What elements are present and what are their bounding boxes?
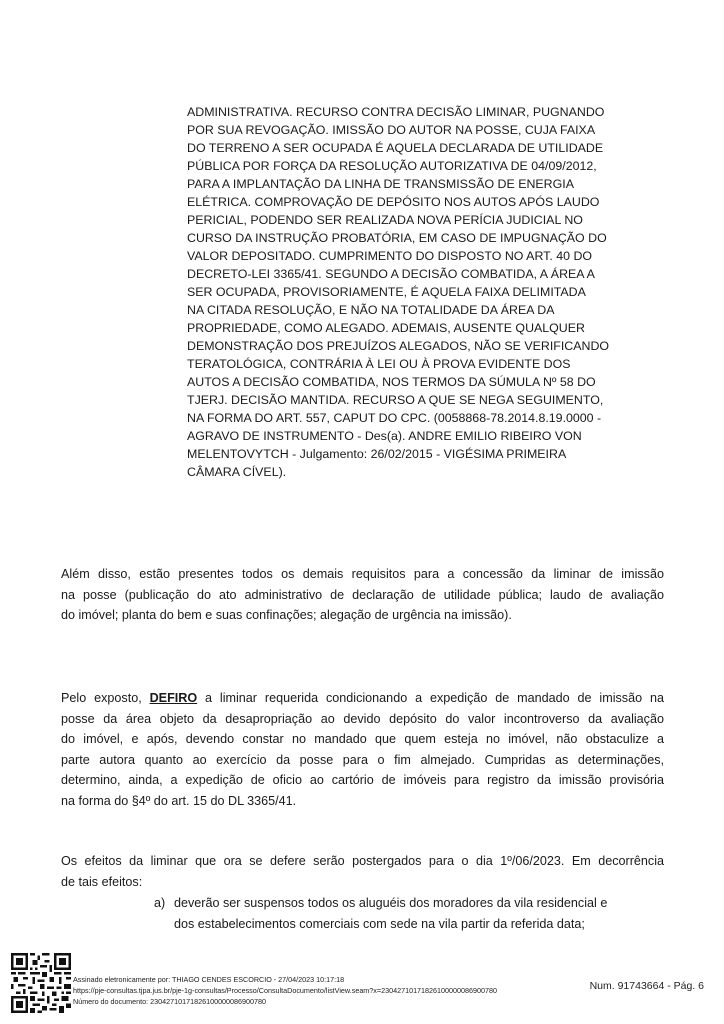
- quote-line: DECRETO-LEI 3365/41. SEGUNDO A DECISÃO COMBATIDA, A ÁREA A: [187, 267, 595, 281]
- quote-line: CÂMARA CÍVEL).: [187, 465, 287, 479]
- quote-line: TJERJ. DECISÃO MANTIDA. RECURSO A QUE SE NEGA SEGUIMENTO,: [187, 393, 604, 407]
- jurisprudence-quote: [187, 103, 610, 481]
- quote-line: POR SUA REVOGAÇÃO. IMISSÃO DO AUTOR NA POSSE, CUJA FAIXA: [187, 123, 596, 137]
- quote-line: NA CITADA RESOLUÇÃO, E NÃO NA TOTALIDADE DA ÁREA DA: [187, 303, 555, 317]
- paragraph-decision: [61, 688, 664, 812]
- quote-line: TERATOLÓGICA, CONTRÁRIA À LEI OU À PROVA EVIDENTE DOS: [187, 357, 571, 371]
- paragraph-line: [61, 688, 664, 709]
- quote-line: SER OCUPADA, PROVISORIAMENTE, É AQUELA FAIXA DELIMITADA: [187, 285, 586, 299]
- paragraph-line: na forma do §4º do art. 15 do DL 3365/41.: [61, 793, 297, 808]
- paragraph-line: parte autora quanto ao exercício da posse para o fim almejado. Cumpridas as determinações,: [61, 752, 664, 767]
- list-item-a: [154, 893, 608, 934]
- quote-line: PERICIAL, PODENDO SER REALIZADA NOVA PERÍCIA JUDICIAL NO: [187, 213, 583, 227]
- decision-prefix: Pelo exposto,: [61, 691, 150, 705]
- quote-line: ELÉTRICA. COMPROVAÇÃO DE DEPÓSITO NOS AUTOS APÓS LAUDO: [187, 195, 600, 209]
- quote-line: CURSO DA INSTRUÇÃO PROBATÓRIA, EM CASO DE IMPUGNAÇÃO DO: [187, 231, 607, 245]
- paragraph-line: posse da área objeto da desapropriação ao devido depósito do valor incontroverso da avaliação: [61, 711, 664, 726]
- list-item-line: deverão ser suspensos todos os aluguéis dos moradores da vila residencial e: [174, 896, 608, 910]
- list-marker: a): [154, 896, 166, 910]
- paragraph-line: determino, ainda, a expedição de oficio ao cartório de imóveis para registro da imissão provisória: [61, 773, 664, 788]
- paragraph-line: Os efeitos da liminar que ora se defere serão postergados para o dia 1º/06/2023. Em decorrência: [61, 854, 664, 868]
- paragraph-line: do imóvel; planta do bem e suas confinações; alegação de urgência na imissão).: [61, 608, 512, 623]
- decision-suffix: a liminar requerida condicionando a expedição de mandado de imissão na: [197, 691, 664, 705]
- paragraph-effects: [61, 851, 664, 892]
- quote-line: MELENTOVYTCH - Julgamento: 26/02/2015 - VIGÉSIMA PRIMEIRA: [187, 447, 567, 461]
- quote-line: PARA A IMPLANTAÇÃO DA LINHA DE TRANSMISSÃO DE ENERGIA: [187, 177, 574, 191]
- quote-line: DO TERRENO A SER OCUPADA É AQUELA DECLARADA DE UTILIDADE: [187, 141, 604, 155]
- quote-line: VALOR DEPOSITADO. CUMPRIMENTO DO DISPOSTO NO ART. 40 DO: [187, 249, 593, 263]
- quote-line: AUTOS A DECISÃO COMBATIDA, NOS TERMOS DA SÚMULA Nº 58 DO: [187, 375, 596, 389]
- list-item-line: dos estabelecimentos comerciais com sede na vila partir da referida data;: [174, 916, 585, 931]
- quote-line: PÚBLICA POR FORÇA DA RESOLUÇÃO AUTORIZATIVA DE 04/09/2012,: [187, 159, 597, 173]
- paragraph-line: de tais efeitos:: [61, 874, 143, 889]
- qr-code-icon[interactable]: [11, 953, 71, 1013]
- defiro-keyword: DEFIRO: [149, 691, 198, 705]
- quote-line: PROPRIEDADE, COMO ALEGADO. ADEMAIS, AUSENTE QUALQUER: [187, 321, 585, 335]
- document-number-text: Número do documento: 23042710171826100000086900780: [73, 997, 267, 1006]
- paragraph-line: do imóvel, e após, devendo constar no mandado que quem esteja no imóvel, não obstaculize a: [61, 732, 664, 747]
- paragraph-line: na posse (publicação do ato administrativo de declaração de utilidade pública; laudo de avaliação: [61, 587, 664, 602]
- page-number: Num. 91743664 - Pág. 6: [589, 980, 704, 992]
- signed-by-text: Assinado eletronicamente por: THIAGO CENDES ESCORCIO - 27/04/2023 10:17:18: [73, 975, 345, 984]
- quote-line: DEMONSTRAÇÃO DOS PREJUÍZOS ALEGADOS, NÃO SE VERIFICANDO: [187, 339, 610, 353]
- signature-block: [73, 974, 497, 1007]
- document-url-link[interactable]: https://pje-consultas.tjpa.jus.br/pje-1g-consultas/Processo/ConsultaDocumento/listView.seam?x=23042710171826100000086900780: [73, 986, 498, 995]
- quote-line: ADMINISTRATIVA. RECURSO CONTRA DECISÃO LIMINAR, PUGNANDO: [187, 105, 605, 119]
- quote-line: AGRAVO DE INSTRUMENTO - Des(a). ANDRE EMILIO RIBEIRO VON: [187, 429, 582, 443]
- paragraph-requirements: [61, 564, 664, 626]
- signature-footer: [0, 950, 724, 1024]
- quote-line: NA FORMA DO ART. 557, CAPUT DO CPC. (0058868-78.2014.8.19.0000 -: [187, 411, 602, 425]
- paragraph-line: Além disso, estão presentes todos os demais requisitos para a concessão da liminar de imissão: [61, 567, 664, 581]
